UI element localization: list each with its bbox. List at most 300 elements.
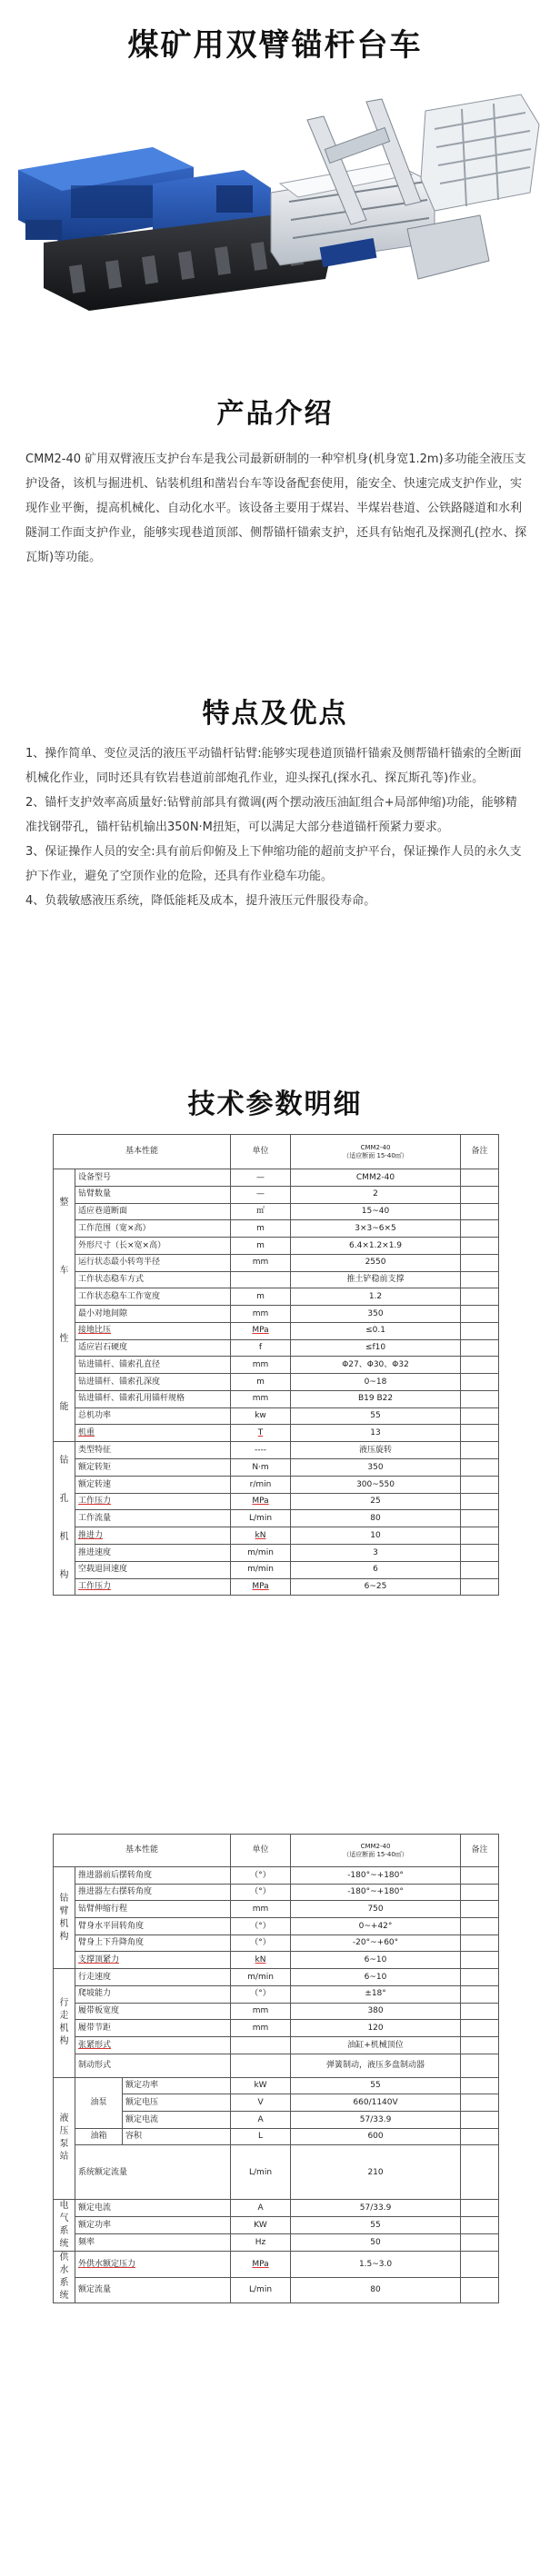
spec-value: ≤f10	[291, 1339, 461, 1357]
group-label	[54, 2077, 75, 2200]
group-label-char: 孔	[59, 1494, 69, 1505]
spec-value: ≤0.1	[291, 1322, 461, 1339]
spec-note	[461, 2111, 499, 2128]
spec-value: 300~550	[291, 1476, 461, 1493]
spec-value: 57/33.9	[291, 2200, 461, 2217]
spec-note	[461, 1186, 499, 1203]
spec-note	[461, 1458, 499, 1476]
group-label-char: 行	[59, 1998, 69, 2009]
spec-unit: MPa	[231, 1322, 291, 1339]
spec-unit: kN	[231, 1527, 291, 1545]
group-label-char: 统	[59, 2291, 69, 2302]
group-label-char: 机	[59, 2024, 69, 2034]
spec-name: 履带节距	[75, 2020, 231, 2037]
spec-value: B19 B22	[291, 1390, 461, 1407]
spec-name: 容积	[123, 2128, 231, 2145]
spec-name: 推进器前后摆转角度	[75, 1867, 231, 1885]
group-label-char: 钻	[59, 1456, 69, 1467]
group-label-text	[54, 1169, 75, 1441]
group-label-char: 整	[59, 1198, 69, 1208]
table-row	[54, 1374, 499, 1391]
spec-unit: ㎡	[231, 1203, 291, 1220]
spec-name: 工作状态稳车方式	[75, 1271, 231, 1288]
spec-note	[461, 1322, 499, 1339]
spec-unit: m	[231, 1238, 291, 1255]
table-row	[54, 1306, 499, 1323]
spec-name: 额定转矩	[75, 1458, 231, 1476]
spec-unit: L	[231, 2128, 291, 2145]
spec-unit: A	[231, 2111, 291, 2128]
group-label-text	[54, 2200, 75, 2251]
spec-unit: L/min	[231, 1510, 291, 1527]
spec-unit: mm	[231, 1254, 291, 1271]
intro-paragraph	[25, 447, 527, 570]
spec-value: 1.2	[291, 1288, 461, 1306]
spec-note	[461, 1884, 499, 1901]
spec-value: 10	[291, 1527, 461, 1545]
spec-unit	[231, 1271, 291, 1288]
spec-value: 6~10	[291, 1969, 461, 1986]
spec-unit: kW	[231, 2077, 291, 2094]
table-row	[54, 1322, 499, 1339]
spec-note	[461, 2020, 499, 2037]
header-unit: 单位	[231, 1835, 291, 1867]
group-label-char: 泵	[59, 2139, 69, 2150]
spec-value: 120	[291, 2020, 461, 2037]
spec-value: 55	[291, 2077, 461, 2094]
spec-name: 制动形式	[75, 2054, 231, 2077]
table-row	[54, 1901, 499, 1918]
group-label-char: 统	[59, 2239, 69, 2250]
spec-value: -20°~+60°	[291, 1934, 461, 1952]
group-label-char: 电	[59, 2201, 69, 2212]
table-row	[54, 1271, 499, 1288]
group-label-char: 系	[59, 2226, 69, 2237]
spec-unit: MPa	[231, 2252, 291, 2278]
group-label-char: 臂	[59, 1905, 69, 1916]
header-item: 基本性能	[54, 1135, 231, 1169]
group-label-text	[54, 1442, 75, 1595]
spec-note	[461, 1339, 499, 1357]
spec-value: 6.4×1.2×1.9	[291, 1238, 461, 1255]
spec-name: 总机功率	[75, 1407, 231, 1425]
spec-value: ±18°	[291, 1985, 461, 2003]
table-row	[54, 1425, 499, 1442]
group-label-char: 系	[59, 2278, 69, 2289]
spec-note	[461, 1544, 499, 1561]
table-row	[54, 1578, 499, 1596]
spec-note	[461, 1493, 499, 1510]
group-label-char: 钻	[59, 1893, 69, 1904]
spec-note	[461, 2077, 499, 2094]
spec-note	[461, 1901, 499, 1918]
group-label-char: 机	[59, 1532, 69, 1543]
spec-value: 750	[291, 1901, 461, 1918]
table-row	[54, 1476, 499, 1493]
table-row	[54, 1969, 499, 1986]
spec-unit: L/min	[231, 2145, 291, 2200]
spec-unit: KW	[231, 2217, 291, 2234]
spec-value: 6	[291, 1561, 461, 1578]
spec-note	[461, 1169, 499, 1187]
table-row	[54, 1510, 499, 1527]
intro-text: CMM2-40 矿用双臂液压支护台车是我公司最新研制的一种窄机身(机身宽1.2m)多功能全液压支护设备，该机与掘进机、钻装机组和凿岩台车等设备配套使用，能安全、快速完成支护作业，实现作业平衡，提高机械化、自动化水平。该设备主要用于煤岩、半煤岩巷道、公铁路隧道和水利隧洞工作面支护作业，能够实现巷道顶部、侧帮锚杆锚索支护，还具有钻炮孔及探测孔(控水、探瓦斯)等功能。	[25, 453, 527, 564]
spec-unit: Hz	[231, 2234, 291, 2252]
table-row	[54, 1442, 499, 1459]
features-list	[25, 741, 527, 913]
table-row	[54, 1985, 499, 2003]
header-value	[291, 1835, 461, 1867]
spec-value: 推土铲稳前支撑	[291, 1271, 461, 1288]
spec-value: 弹簧制动，液压多盘制动器	[291, 2054, 461, 2077]
spec-note	[461, 1510, 499, 1527]
header-unit: 单位	[231, 1135, 291, 1169]
spec-unit	[231, 2036, 291, 2054]
spec-unit: r/min	[231, 1476, 291, 1493]
header-note: 备注	[461, 1135, 499, 1169]
spec-value: 液压旋转	[291, 1442, 461, 1459]
group-label-char: 构	[59, 1570, 69, 1581]
spec-value: 80	[291, 2277, 461, 2303]
spec-name: 外形尺寸（长×宽×高）	[75, 1238, 231, 1255]
spec-name: 外供水额定压力	[75, 2252, 231, 2278]
spec-name: 工作压力	[75, 1578, 231, 1596]
spec-value: 2	[291, 1186, 461, 1203]
spec-name: 钻进锚杆、锚索孔深度	[75, 1374, 231, 1391]
header-note: 备注	[461, 1835, 499, 1867]
feature-item: 3、保证操作人员的安全:具有前后仰俯及上下伸缩功能的超前支护平台，保证操作人员的永久支护下作业，避免了空顶作业的危险，还具有作业稳车功能。	[25, 845, 522, 883]
spec-unit	[231, 2054, 291, 2077]
group-label	[54, 1867, 75, 1969]
group-label	[54, 1969, 75, 2077]
group-label-char: 站	[59, 2152, 69, 2163]
spec-note	[461, 2234, 499, 2252]
spec-name: 空载退回速度	[75, 1561, 231, 1578]
spec-note	[461, 1934, 499, 1952]
spec-unit: m	[231, 1288, 291, 1306]
table-header-row	[54, 1135, 499, 1169]
spec-value: 2550	[291, 1254, 461, 1271]
spec-value: 350	[291, 1306, 461, 1323]
table-row	[54, 2217, 499, 2234]
spec-unit: （°）	[231, 1918, 291, 1935]
spec-name: 钻进锚杆、锚索孔用锚杆规格	[75, 1390, 231, 1407]
spec-value: 210	[291, 2145, 461, 2200]
table-row	[54, 2003, 499, 2020]
spec-note	[461, 1969, 499, 1986]
spec-note	[461, 2094, 499, 2112]
group-label-char: 供	[59, 2253, 69, 2263]
spec-value: 25	[291, 1493, 461, 1510]
spec-value: 13	[291, 1425, 461, 1442]
spec-value: 50	[291, 2234, 461, 2252]
spec-table-1	[53, 1134, 499, 1596]
spec-note	[461, 1442, 499, 1459]
spec-note	[461, 2036, 499, 2054]
spec-unit: kw	[231, 1407, 291, 1425]
spec-note	[461, 1220, 499, 1238]
header-value-model: CMM2-40	[360, 1144, 391, 1152]
section-heading-intro: 产品介绍	[216, 398, 334, 430]
spec-name: 额定电流	[75, 2200, 231, 2217]
spec-note	[461, 1918, 499, 1935]
group-label-char: 构	[59, 2036, 69, 2047]
spec-value: 15~40	[291, 1203, 461, 1220]
spec-unit: ----	[231, 1442, 291, 1459]
spec-value: -180°~+180°	[291, 1867, 461, 1885]
sub-group-label: 油箱	[75, 2128, 123, 2145]
spec-unit: V	[231, 2094, 291, 2112]
spec-unit: A	[231, 2200, 291, 2217]
spec-value: 3	[291, 1544, 461, 1561]
spec-name: 工作流量	[75, 1510, 231, 1527]
table-row	[54, 1458, 499, 1476]
table-header-row	[54, 1835, 499, 1867]
group-label-text	[54, 1997, 75, 2048]
table-row	[54, 1867, 499, 1885]
spec-name: 推进器左右摆转角度	[75, 1884, 231, 1901]
group-label	[54, 2252, 75, 2303]
spec-note	[461, 1476, 499, 1493]
spec-unit: m	[231, 1220, 291, 1238]
spec-name: 接地比压	[75, 1322, 231, 1339]
spec-note	[461, 1203, 499, 1220]
feature-item: 2、锚杆支护效率高质量好:钻臂前部具有微调(两个摆动液压油缸组合+局部伸缩)功能，能够精准找钢带孔，锚杆钻机输出350N·M扭矩，可以满足大部分巷道锚杆预紧力要求。	[25, 796, 517, 834]
spec-note	[461, 1578, 499, 1596]
header-value-range: （适应断面 15-40㎡）	[343, 1850, 408, 1858]
spec-table-2	[53, 1834, 499, 2303]
group-label-char: 能	[59, 1401, 69, 1412]
section-heading-specs: 技术参数明细	[187, 1089, 363, 1120]
spec-note	[461, 1390, 499, 1407]
table-row	[54, 1339, 499, 1357]
spec-name: 钻臂数量	[75, 1186, 231, 1203]
spec-note	[461, 1561, 499, 1578]
spec-note	[461, 2252, 499, 2278]
spec-unit: mm	[231, 2020, 291, 2037]
spec-note	[461, 2200, 499, 2217]
table-row	[54, 1527, 499, 1545]
spec-unit: （°）	[231, 1934, 291, 1952]
spec-name: 类型特征	[75, 1442, 231, 1459]
table-row	[54, 2234, 499, 2252]
spec-name: 工作状态稳车工作宽度	[75, 1288, 231, 1306]
table-row	[54, 1203, 499, 1220]
spec-name: 张紧形式	[75, 2036, 231, 2054]
spec-unit: m/min	[231, 1969, 291, 1986]
group-label-char: 液	[59, 2114, 69, 2124]
table-row	[54, 1390, 499, 1407]
table-row	[54, 1186, 499, 1203]
spec-name: 工作范围（宽×高）	[75, 1220, 231, 1238]
spec-value: 350	[291, 1458, 461, 1476]
spec-note	[461, 2145, 499, 2200]
spec-value: 600	[291, 2128, 461, 2145]
spec-unit: m	[231, 1374, 291, 1391]
spec-unit: mm	[231, 1306, 291, 1323]
spec-value: 6~25	[291, 1578, 461, 1596]
spec-unit: kN	[231, 1952, 291, 1969]
header-item: 基本性能	[54, 1835, 231, 1867]
spec-note	[461, 2128, 499, 2145]
group-label-char: 车	[59, 1266, 69, 1277]
table-row	[54, 1884, 499, 1901]
spec-name: 最小对地间隙	[75, 1306, 231, 1323]
spec-value: 6~10	[291, 1952, 461, 1969]
table-row	[54, 2054, 499, 2077]
group-label	[54, 1169, 75, 1442]
spec-note	[461, 1238, 499, 1255]
table-row	[54, 1357, 499, 1374]
spec-name: 额定功率	[75, 2217, 231, 2234]
table-row	[54, 1407, 499, 1425]
table-row	[54, 2077, 499, 2094]
spec-value: 57/33.9	[291, 2111, 461, 2128]
group-label-char: 走	[59, 2011, 69, 2022]
spec-unit: T	[231, 1425, 291, 1442]
group-label	[54, 2200, 75, 2252]
spec-note	[461, 1288, 499, 1306]
machine-illustration	[7, 84, 544, 373]
spec-note	[461, 1357, 499, 1374]
spec-value: 380	[291, 2003, 461, 2020]
header-value	[291, 1135, 461, 1169]
group-label-char: 性	[59, 1333, 69, 1344]
spec-note	[461, 1527, 499, 1545]
spec-value: -180°~+180°	[291, 1884, 461, 1901]
table-row	[54, 1934, 499, 1952]
table-row	[54, 2128, 499, 2145]
spec-name: 机重	[75, 1425, 231, 1442]
group-label-char: 水	[59, 2265, 69, 2276]
spec-value: Φ27、Φ30、Φ32	[291, 1357, 461, 1374]
spec-name: 支撑顶紧力	[75, 1952, 231, 1969]
spec-value: 0~18	[291, 1374, 461, 1391]
spec-unit: MPa	[231, 1493, 291, 1510]
table-row	[54, 1952, 499, 1969]
spec-unit: （°）	[231, 1985, 291, 2003]
table-row	[54, 2036, 499, 2054]
spec-note	[461, 1407, 499, 1425]
table-row	[54, 2252, 499, 2278]
table-row	[54, 1918, 499, 1935]
spec-name: 臂身水平回转角度	[75, 1918, 231, 1935]
spec-name: 运行状态最小转弯半径	[75, 1254, 231, 1271]
spec-name: 工作压力	[75, 1493, 231, 1510]
spec-name: 爬坡能力	[75, 1985, 231, 2003]
spec-note	[461, 1271, 499, 1288]
spec-value: 55	[291, 2217, 461, 2234]
spec-unit: —	[231, 1169, 291, 1187]
spec-name: 系统额定流量	[75, 2145, 231, 2200]
spec-unit: L/min	[231, 2277, 291, 2303]
spec-note	[461, 2217, 499, 2234]
table-row	[54, 2277, 499, 2303]
spec-unit: f	[231, 1339, 291, 1357]
spec-name: 额定转速	[75, 1476, 231, 1493]
spec-name: 履带板宽度	[75, 2003, 231, 2020]
spec-value: 1.5~3.0	[291, 2252, 461, 2278]
table-row	[54, 1493, 499, 1510]
spec-name: 频率	[75, 2234, 231, 2252]
spec-unit: m/min	[231, 1544, 291, 1561]
spec-note	[461, 2003, 499, 2020]
feature-item: 1、操作简单、变位灵活的液压平动锚杆钻臂:能够实现巷道顶锚杆锚索及侧帮锚杆锚索的全断面机械化作业，同时还具有钦岩巷道前部炮孔作业，迎头探孔(探水孔、探瓦斯孔等)作业。	[25, 747, 522, 785]
spec-unit: —	[231, 1186, 291, 1203]
table-row	[54, 1544, 499, 1561]
header-value-range: （适应断面 15-40㎡）	[343, 1151, 408, 1159]
spec-name: 推进速度	[75, 1544, 231, 1561]
spec-value: 80	[291, 1510, 461, 1527]
spec-unit: mm	[231, 2003, 291, 2020]
spec-name: 适应岩石硬度	[75, 1339, 231, 1357]
spec-note	[461, 2054, 499, 2077]
group-label-char: 构	[59, 1931, 69, 1942]
table-row	[54, 1238, 499, 1255]
header-value-model: CMM2-40	[360, 1843, 391, 1851]
spec-name: 额定流量	[75, 2277, 231, 2303]
spec-note	[461, 1254, 499, 1271]
table-row	[54, 1561, 499, 1578]
spec-note	[461, 1374, 499, 1391]
sub-group-label: 油泵	[75, 2077, 123, 2128]
table-row	[54, 2145, 499, 2200]
spec-unit: （°）	[231, 1884, 291, 1901]
spec-unit: mm	[231, 1390, 291, 1407]
spec-value: CMM2-40	[291, 1169, 461, 1187]
spec-unit: m/min	[231, 1561, 291, 1578]
spec-name: 额定电压	[123, 2094, 231, 2112]
spec-unit: （°）	[231, 1867, 291, 1885]
spec-value: 55	[291, 1407, 461, 1425]
spec-name: 推进力	[75, 1527, 231, 1545]
spec-name: 行走速度	[75, 1969, 231, 1986]
group-label-char: 机	[59, 1918, 69, 1929]
table-row	[54, 2020, 499, 2037]
spec-note	[461, 1985, 499, 2003]
spec-note	[461, 1867, 499, 1885]
page-title: 煤矿用双臂锚杆台车	[127, 27, 423, 64]
spec-note	[461, 1425, 499, 1442]
spec-name: 适应巷道断面	[75, 1203, 231, 1220]
spec-value: 油缸+机械顶位	[291, 2036, 461, 2054]
spec-name: 设备型号	[75, 1169, 231, 1187]
group-label-text	[54, 2113, 75, 2163]
spec-note	[461, 1952, 499, 1969]
group-label-text	[54, 1893, 75, 1944]
table-row	[54, 1288, 499, 1306]
table-row	[54, 2200, 499, 2217]
table-row	[54, 1254, 499, 1271]
group-label-char: 压	[59, 2126, 69, 2137]
spec-note	[461, 1306, 499, 1323]
spec-unit: mm	[231, 1901, 291, 1918]
group-label	[54, 1442, 75, 1596]
spec-note	[461, 2277, 499, 2303]
spec-unit: mm	[231, 1357, 291, 1374]
spec-value: 0~+42°	[291, 1918, 461, 1935]
spec-value: 660/1140V	[291, 2094, 461, 2112]
spec-value: 3×3~6×5	[291, 1220, 461, 1238]
table-row	[54, 1169, 499, 1187]
spec-unit: N·m	[231, 1458, 291, 1476]
section-heading-features: 特点及优点	[202, 698, 348, 730]
group-label-char: 气	[59, 2213, 69, 2224]
spec-name: 钻臂伸缩行程	[75, 1901, 231, 1918]
spec-name: 钻进锚杆、锚索孔直径	[75, 1357, 231, 1374]
spec-name: 额定电流	[123, 2111, 231, 2128]
spec-name: 额定功率	[123, 2077, 231, 2094]
